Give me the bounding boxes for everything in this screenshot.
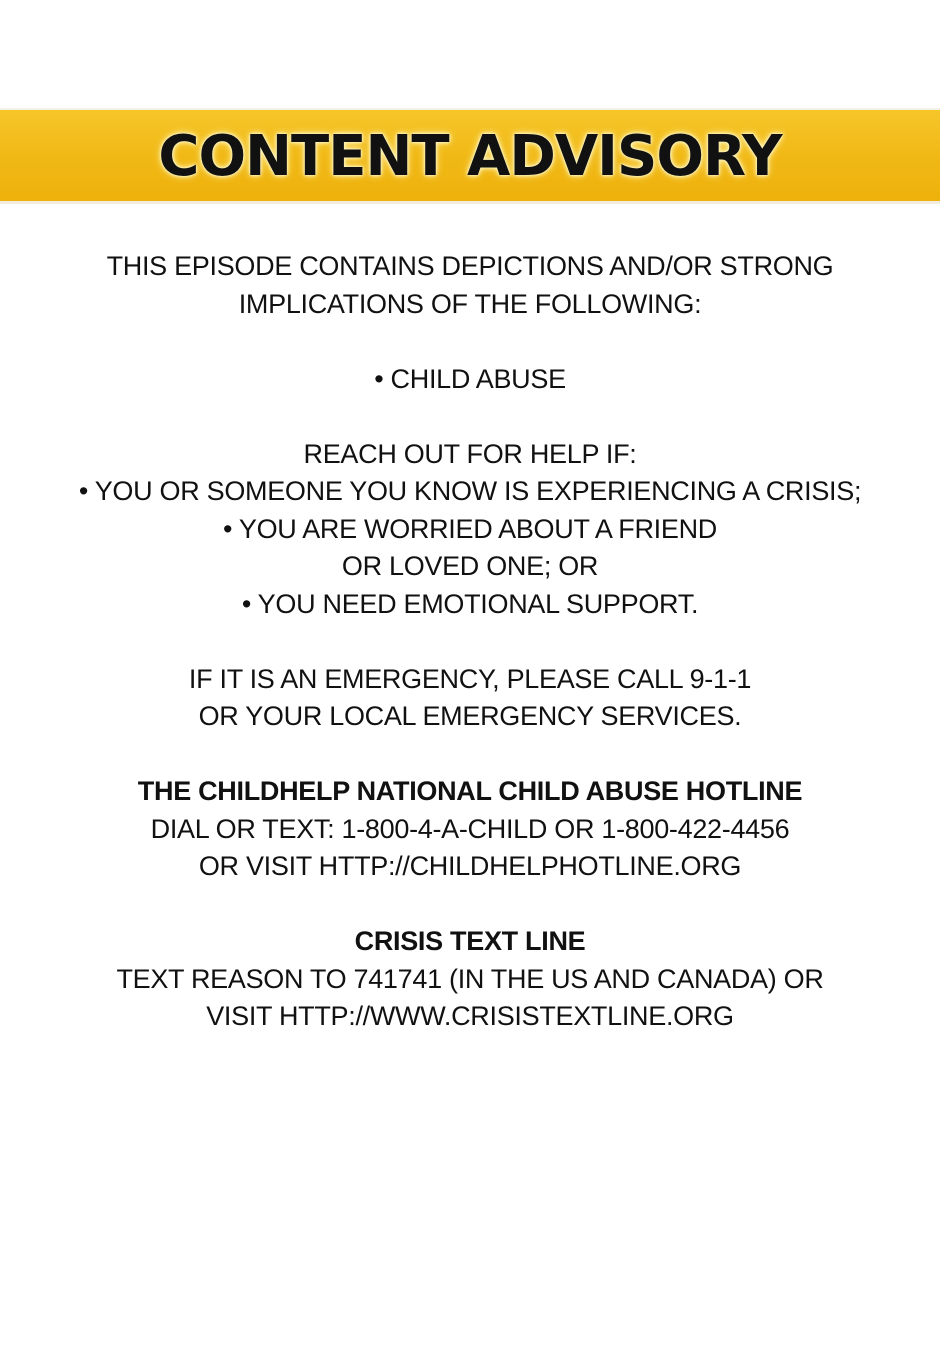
help-heading: REACH OUT FOR HELP IF:	[303, 438, 637, 469]
help-item: • YOU ARE WORRIED ABOUT A FRIEND	[223, 513, 717, 544]
spacer	[0, 623, 940, 661]
help-item: • YOU NEED EMOTIONAL SUPPORT.	[241, 588, 699, 619]
spacer	[0, 398, 940, 436]
intro-line-1: THIS EPISODE CONTAINS DEPICTIONS AND/OR STRONG	[106, 251, 834, 281]
topic-item: • CHILD ABUSE	[374, 363, 566, 394]
help-item: OR LOVED ONE; OR	[341, 551, 599, 581]
spacer	[0, 323, 940, 361]
spacer	[0, 886, 940, 924]
help-item: • YOU OR SOMEONE YOU KNOW IS EXPERIENCING A CRISIS;	[78, 476, 862, 506]
crisis-text-line-title: CRISIS TEXT LINE	[354, 926, 586, 956]
emergency-line-1: IF IT IS AN EMERGENCY, PLEASE CALL 9-1-1	[188, 663, 752, 694]
crisis-text-line-line-1: TEXT REASON TO 741741 (IN THE US AND CANADA) OR	[116, 963, 824, 994]
childhelp-line-2: OR VISIT HTTP://CHILDHELPHOTLINE.ORG	[198, 851, 742, 881]
advisory-banner	[0, 108, 940, 204]
emergency-line-2: OR YOUR LOCAL EMERGENCY SERVICES.	[198, 701, 742, 731]
banner-title: CONTENT ADVISORY	[158, 124, 782, 189]
childhelp-title: THE CHILDHELP NATIONAL CHILD ABUSE HOTLINE	[137, 776, 803, 806]
intro-line-2: IMPLICATIONS OF THE FOLLOWING:	[238, 288, 702, 319]
crisis-text-line-line-2: VISIT HTTP://WWW.CRISISTEXTLINE.ORG	[206, 1001, 734, 1031]
advisory-content	[0, 248, 940, 1036]
childhelp-line-1: DIAL OR TEXT: 1-800-4-A-CHILD OR 1-800-422-4456	[150, 813, 790, 844]
spacer	[0, 736, 940, 774]
